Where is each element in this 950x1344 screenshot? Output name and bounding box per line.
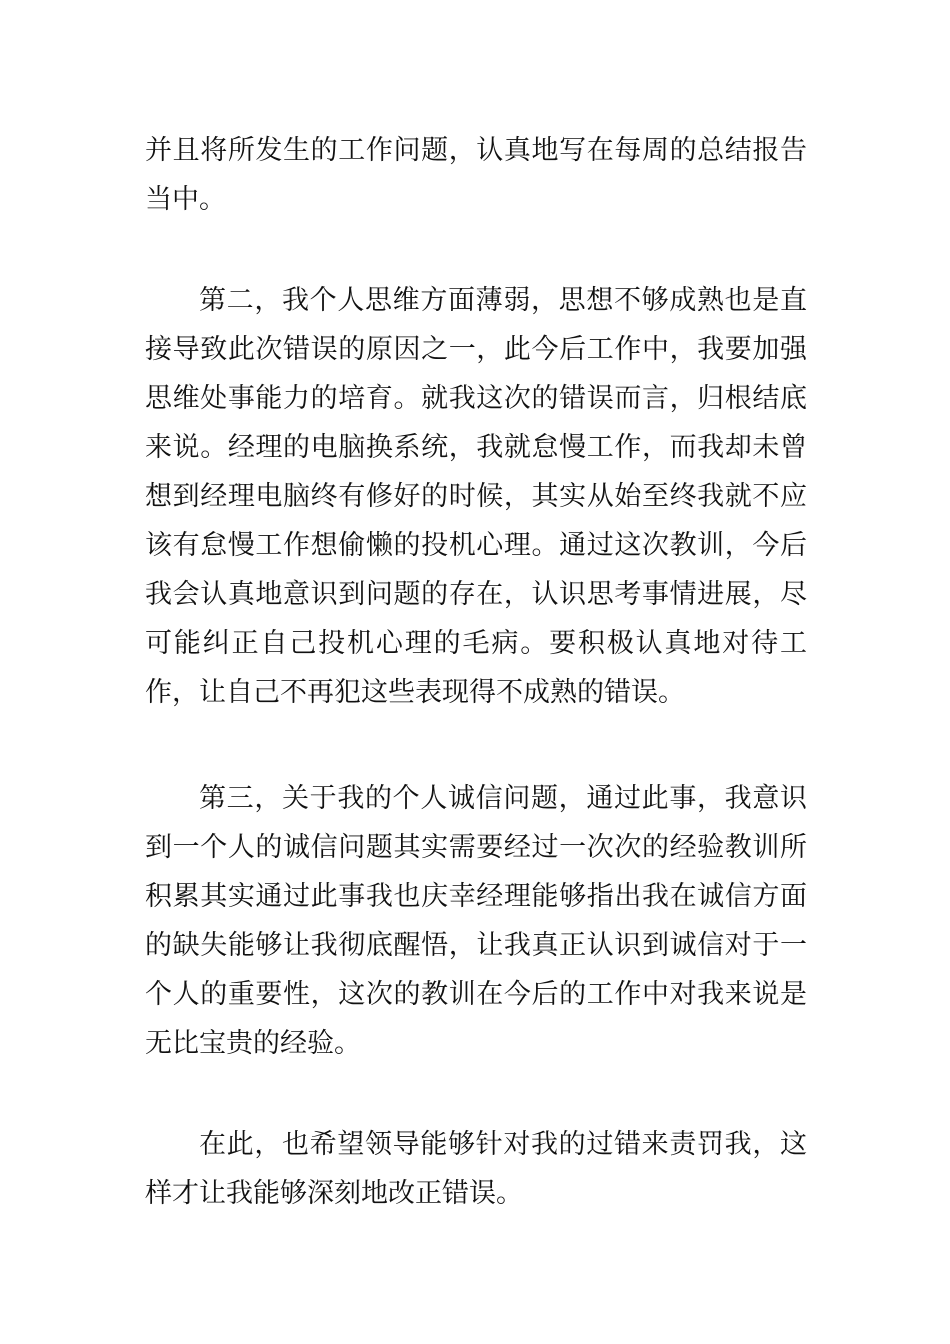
paragraph-third-point: 第三，关于我的个人诚信问题，通过此事，我意识到一个人的诚信问题其实需要经过一次次的经验教训所积累其实通过此事我也庆幸经理能够指出我在诚信方面的缺失能够让我彻底醒悟，让我真正认识到诚信对于一个人的重要性，这次的教训在今后的工作中对我来说是无比宝贵的经验。 bbox=[145, 783, 807, 1059]
paragraph-second-point: 第二，我个人思维方面薄弱，思想不够成熟也是直接导致此次错误的原因之一，此今后工作中，我要加强思维处事能力的培育。就我这次的错误而言，归根结底来说。经理的电脑换系统，我就怠慢工作，而我却未曾想到经理电脑终有修好的时候，其实从始至终我就不应该有怠慢工作想偷懒的投机心理。通过这次教训，今后我会认真地意识到问题的存在，认识思考事情进展，尽可能纠正自己投机心理的毛病。要积极认真地对待工作，让自己不再犯这些表现得不成熟的错误。 bbox=[145, 285, 807, 708]
paragraph-continuation: 并且将所发生的工作问题，认真地写在每周的总结报告当中。 bbox=[145, 135, 807, 215]
paragraph-closing: 在此，也希望领导能够针对我的过错来责罚我，这样才让我能够深刻地改正错误。 bbox=[145, 1129, 807, 1209]
